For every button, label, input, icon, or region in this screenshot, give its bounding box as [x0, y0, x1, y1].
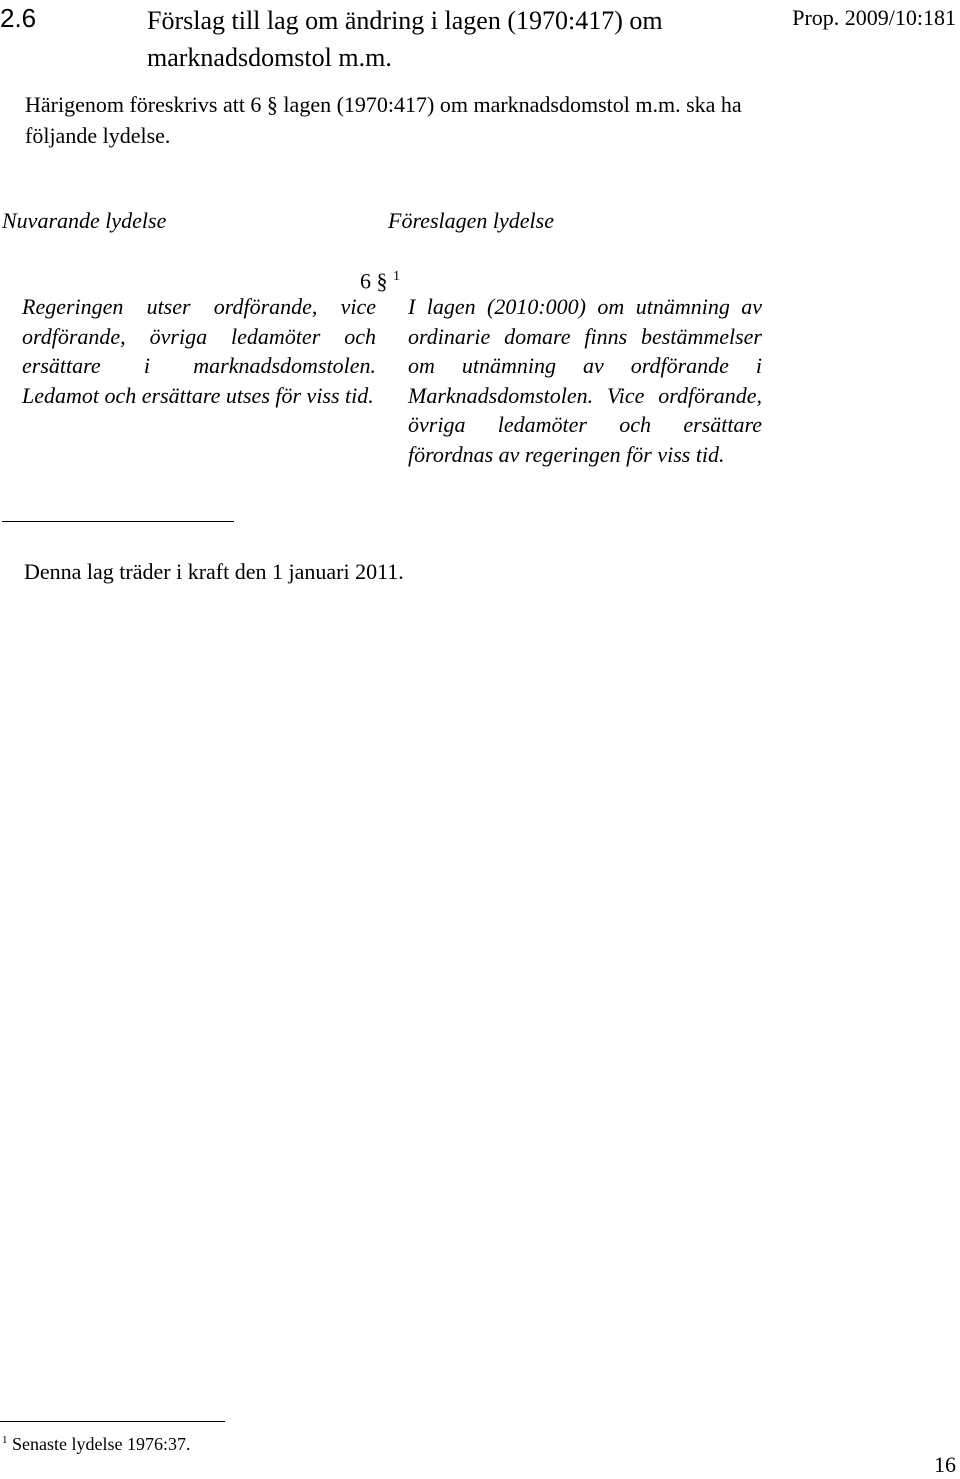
section-sign: 6 §	[360, 268, 388, 294]
prop-reference: Prop. 2009/10:181	[792, 5, 956, 30]
proposed-wording-text: I lagen (2010:000) om utnämning av ordinarie domare finns bestämmelser om utnämning av ordförande i Marknadsdomstolen. Vice ordförande, övriga ledamöter och ersättare förordnas av regeringen för viss tid.	[408, 294, 762, 467]
section-number: 2.6	[0, 3, 37, 33]
proposed-wording-heading: Föreslagen lydelse	[388, 208, 554, 233]
footnote-divider	[0, 1421, 225, 1422]
current-wording-text: Regeringen utser ordförande, vice ordförande, övriga ledamöter och ersättare i marknadsdomstolen. Ledamot och ersättare utses för viss tid.	[22, 294, 376, 408]
footnote	[2, 1427, 190, 1457]
footnote-text: Senaste lydelse 1976:37.	[12, 1434, 191, 1454]
page-number: 16	[934, 1452, 956, 1477]
intro-paragraph: Härigenom föreskrivs att 6 § lagen (1970:417) om marknadsdomstol m.m. ska ha följande lydelse.	[25, 92, 742, 148]
divider-line	[2, 521, 234, 522]
footnote-reference: 1	[393, 269, 400, 284]
footnote-number: 1	[2, 1434, 8, 1446]
current-wording-heading: Nuvarande lydelse	[2, 208, 167, 233]
section-title: Förslag till lag om ändring i lagen (1970:417) om marknadsdomstol m.m.	[147, 6, 663, 72]
effective-date-text: Denna lag träder i kraft den 1 januari 2011.	[24, 559, 404, 584]
